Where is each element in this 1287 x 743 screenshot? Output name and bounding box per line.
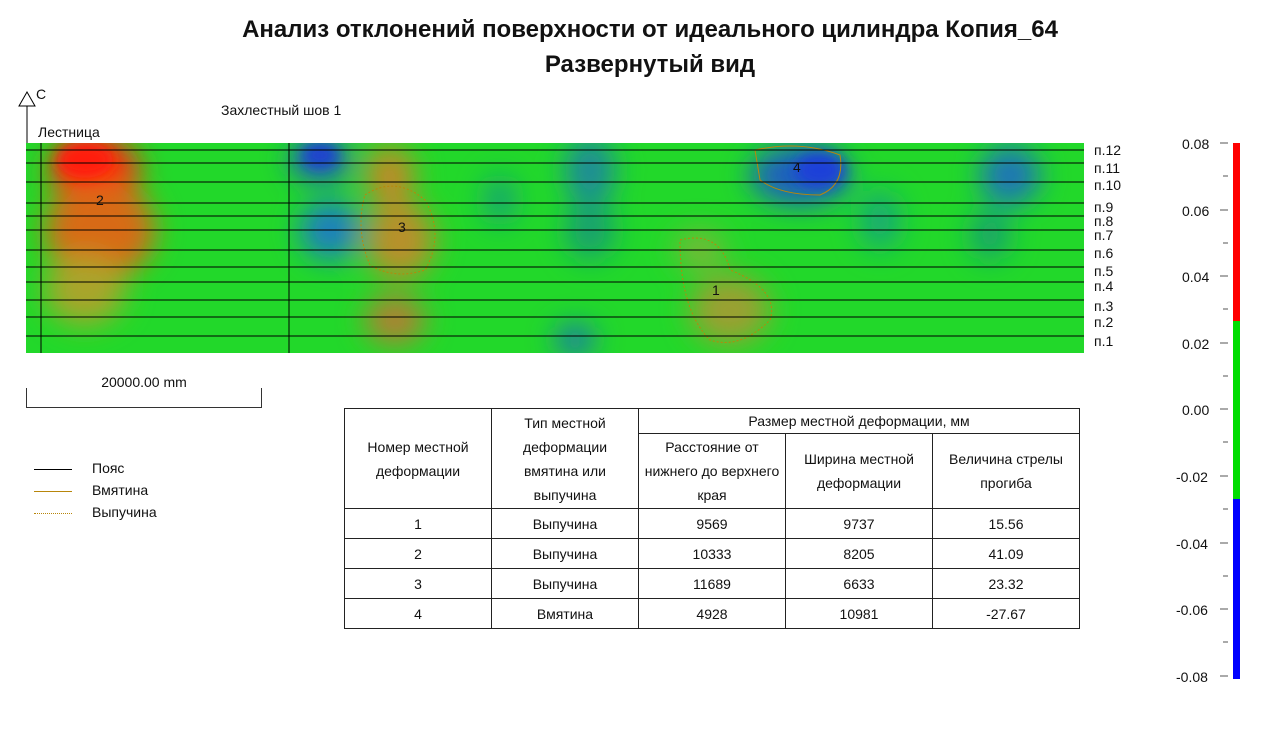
deformation-marker-1: 1 (712, 282, 720, 298)
cell-deflection: -27.67 (933, 599, 1080, 629)
cell-width: 8205 (786, 539, 933, 569)
belt-label: п.9 (1094, 199, 1114, 215)
header-num: Номер местной деформации (345, 409, 492, 509)
report-title: Анализ отклонений поверхности от идеального цилиндра Копия_64 (242, 16, 1058, 43)
deformation-marker-3: 3 (398, 219, 406, 235)
belt-label: п.11 (1094, 160, 1121, 176)
cell-distance: 9569 (639, 509, 786, 539)
cell-num: 4 (345, 599, 492, 629)
cell-type: Выпучина (492, 509, 639, 539)
belt-label: п.1 (1094, 333, 1114, 349)
legend-label: Выпучина (92, 504, 157, 520)
belt-label: п.10 (1094, 177, 1122, 193)
header-distance: Расстояние от нижнего до верхнего края (639, 434, 786, 509)
cell-width: 10981 (786, 599, 933, 629)
belt-label: п.8 (1094, 213, 1114, 229)
legend-swatch (34, 491, 72, 492)
legend-label: Пояс (92, 460, 125, 476)
belt-label: п.4 (1094, 278, 1114, 294)
cell-num: 1 (345, 509, 492, 539)
cell-distance: 10333 (639, 539, 786, 569)
color-band-low (1233, 499, 1240, 679)
table-row (345, 539, 1080, 569)
belt-label: п.6 (1094, 245, 1114, 261)
color-band-mid (1233, 321, 1240, 499)
color-scale-tick: 0.02 (1182, 336, 1210, 352)
color-scale-tick: -0.06 (1176, 602, 1208, 618)
header-type: Тип местной деформации вмятина или выпучина (492, 409, 639, 509)
belt-label: п.7 (1094, 227, 1114, 243)
deformation-marker-4: 4 (793, 159, 801, 175)
table-row (345, 599, 1080, 629)
header-size-group: Размер местной деформации, мм (639, 409, 1080, 434)
cell-num: 2 (345, 539, 492, 569)
header-deflection: Величина стрелы прогиба (933, 434, 1080, 509)
cell-deflection: 23.32 (933, 569, 1080, 599)
legend-swatch (34, 469, 72, 470)
scale-bar (26, 388, 262, 408)
cell-deflection: 41.09 (933, 539, 1080, 569)
cell-type: Выпучина (492, 539, 639, 569)
cell-deflection: 15.56 (933, 509, 1080, 539)
belt-label: п.2 (1094, 314, 1114, 330)
seam-label: Захлестный шов 1 (221, 102, 342, 118)
belt-label: п.3 (1094, 298, 1114, 314)
color-scale-tick: -0.08 (1176, 669, 1208, 685)
deformation-marker-2: 2 (96, 192, 104, 208)
belt-label: п.5 (1094, 263, 1114, 279)
report-subtitle: Развернутый вид (544, 51, 756, 78)
color-scale-tick: 0.06 (1182, 203, 1210, 219)
legend-label: Вмятина (92, 482, 149, 498)
legend-swatch (34, 513, 72, 514)
color-scale-tick: 0.04 (1182, 269, 1210, 285)
cell-width: 6633 (786, 569, 933, 599)
color-band-high (1233, 143, 1240, 321)
ladder-label: Лестница (38, 124, 100, 140)
belt-label: п.12 (1094, 142, 1122, 158)
cell-num: 3 (345, 569, 492, 599)
color-scale-ticks (1220, 143, 1228, 676)
cell-width: 9737 (786, 509, 933, 539)
header-width: Ширина местной деформации (786, 434, 933, 509)
scale-label: 20000.00 mm (101, 374, 187, 390)
cell-distance: 4928 (639, 599, 786, 629)
color-scale-tick: -0.02 (1176, 469, 1208, 485)
color-scale-tick: 0.00 (1182, 402, 1210, 418)
color-scale-tick: 0.08 (1182, 136, 1210, 152)
cell-type: Вмятина (492, 599, 639, 629)
table-row (345, 509, 1080, 539)
north-label: С (36, 86, 47, 102)
deformation-table (344, 408, 1080, 629)
cell-type: Выпучина (492, 569, 639, 599)
cell-distance: 11689 (639, 569, 786, 599)
heatmap (26, 135, 1092, 355)
color-scale-tick: -0.04 (1176, 536, 1208, 552)
table-row (345, 569, 1080, 599)
north-arrow-icon (19, 92, 35, 106)
